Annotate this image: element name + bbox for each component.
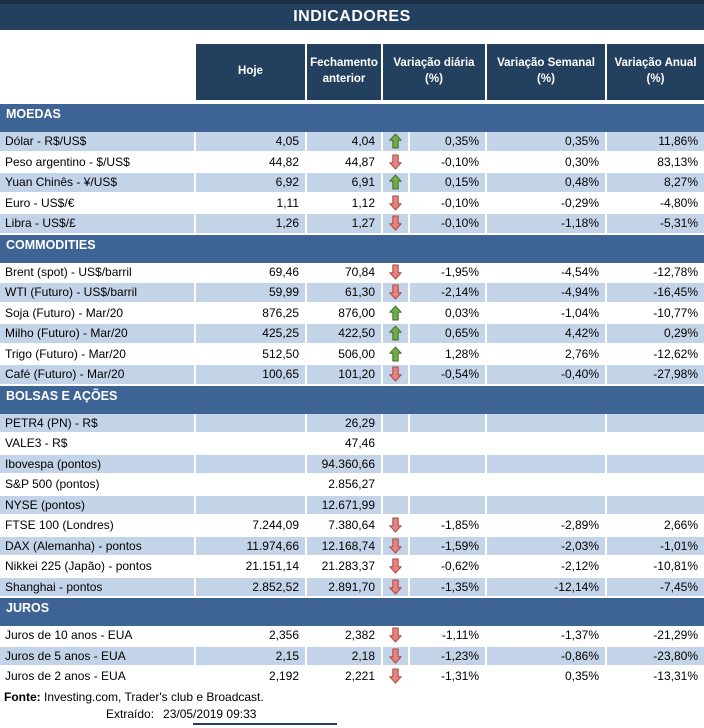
down-arrow-icon: [383, 365, 410, 384]
fonte-label: Fonte:: [4, 689, 41, 704]
cell-hoje: 6,92: [196, 173, 307, 194]
fonte-text: Investing.com, Trader's club e Broadcast.: [40, 689, 264, 704]
cell-variacao-diaria: [383, 578, 487, 599]
indicator-label: Café (Futuro) - Mar/20: [0, 365, 196, 386]
cell-variacao-anual: [607, 475, 704, 496]
cell-variacao-semanal: -2,12%: [487, 557, 607, 578]
cell-variacao-diaria: [383, 475, 487, 496]
indicator-label: PETR4 (PN) - R$: [0, 414, 196, 435]
table-row: [0, 194, 704, 215]
cell-hoje: 2.852,52: [196, 578, 307, 599]
cell-variacao-diaria: [383, 434, 487, 455]
cell-fechamento-anterior: 44,87: [307, 153, 383, 174]
cell-variacao-semanal: -1,37%: [487, 626, 607, 647]
variacao-diaria-value: -1,31%: [440, 669, 479, 683]
cell-variacao-diaria: [383, 153, 487, 174]
variacao-diaria-value: -1,35%: [440, 579, 479, 594]
cell-variacao-diaria: [383, 194, 487, 215]
cell-hoje: [196, 475, 307, 496]
variacao-diaria-value: -1,23%: [440, 648, 479, 663]
table-row: [0, 475, 704, 496]
variacao-diaria-value: -2,14%: [440, 285, 479, 299]
arrow-placeholder: [383, 434, 410, 453]
column-header-fechamento-anterior: Fechamento anterior: [307, 44, 383, 100]
indicator-label: Shanghai - pontos: [0, 578, 196, 599]
cell-variacao-diaria: [383, 455, 487, 476]
cell-hoje: 425,25: [196, 324, 307, 345]
down-arrow-icon: [383, 194, 410, 213]
cell-variacao-semanal: -0,40%: [487, 365, 607, 386]
indicator-label: S&P 500 (pontos): [0, 475, 196, 496]
variacao-diaria-value: -0,62%: [440, 559, 479, 573]
cell-variacao-diaria: [383, 214, 487, 235]
cell-variacao-anual: -10,81%: [607, 557, 704, 578]
variacao-diaria-value: 1,28%: [444, 346, 479, 361]
cell-variacao-semanal: -1,04%: [487, 304, 607, 325]
cell-variacao-diaria: [383, 173, 487, 194]
cell-fechamento-anterior: 6,91: [307, 173, 383, 194]
cell-variacao-semanal: -0,86%: [487, 647, 607, 668]
cell-variacao-anual: -1,01%: [607, 537, 704, 558]
cell-variacao-diaria: [383, 667, 487, 688]
cell-fechamento-anterior: 1,27: [307, 214, 383, 235]
cell-fechamento-anterior: 26,29: [307, 414, 383, 435]
down-arrow-icon: [383, 153, 410, 172]
table-row: [0, 537, 704, 558]
cell-fechamento-anterior: 2.891,70: [307, 578, 383, 599]
table-row: [0, 626, 704, 647]
indicator-label: Libra - US$/£: [0, 214, 196, 235]
table-row: [0, 132, 704, 153]
cell-variacao-anual: -16,45%: [607, 283, 704, 304]
cell-variacao-anual: -27,98%: [607, 365, 704, 386]
cell-variacao-diaria: [383, 557, 487, 578]
down-arrow-icon: [383, 578, 410, 597]
cell-variacao-semanal: [487, 455, 607, 476]
table-row: [0, 263, 704, 284]
cell-variacao-semanal: 4,42%: [487, 324, 607, 345]
section-header-bolsas-e-acoes: BOLSAS E AÇÕES: [0, 386, 704, 414]
up-arrow-icon: [383, 132, 410, 151]
cell-fechamento-anterior: 94.360,66: [307, 455, 383, 476]
variacao-diaria-value: [410, 414, 485, 433]
up-arrow-icon: [383, 345, 410, 364]
cell-hoje: [196, 414, 307, 435]
cell-variacao-anual: -5,31%: [607, 214, 704, 235]
cell-hoje: 512,50: [196, 345, 307, 366]
variacao-diaria-value: -0,10%: [440, 195, 479, 210]
table-row: [0, 324, 704, 345]
table-row: [0, 304, 704, 325]
cell-fechamento-anterior: 12.671,99: [307, 496, 383, 517]
variacao-diaria-value: [410, 455, 485, 474]
cell-fechamento-anterior: 2,382: [307, 626, 383, 647]
variacao-diaria-value: -1,59%: [440, 538, 479, 553]
cell-variacao-semanal: -4,94%: [487, 283, 607, 304]
page-title: INDICADORES: [0, 0, 704, 30]
cell-variacao-anual: [607, 496, 704, 517]
variacao-diaria-value: -1,85%: [440, 518, 479, 532]
cell-hoje: 2,15: [196, 647, 307, 668]
variacao-diaria-value: 0,35%: [444, 134, 479, 148]
source-note: [0, 689, 704, 723]
down-arrow-icon: [383, 667, 410, 686]
down-arrow-icon: [383, 647, 410, 666]
cell-variacao-anual: -21,29%: [607, 626, 704, 647]
indicator-label: Peso argentino - $/US$: [0, 153, 196, 174]
cell-variacao-semanal: -0,29%: [487, 194, 607, 215]
cell-hoje: 876,25: [196, 304, 307, 325]
down-arrow-icon: [383, 283, 410, 302]
cell-variacao-diaria: [383, 324, 487, 345]
cell-fechamento-anterior: 506,00: [307, 345, 383, 366]
up-arrow-icon: [383, 304, 410, 323]
bottom-cell-border: [193, 723, 337, 725]
table-row: [0, 434, 704, 455]
table-row: [0, 173, 704, 194]
cell-hoje: 2,356: [196, 626, 307, 647]
cell-variacao-anual: -12,62%: [607, 345, 704, 366]
cell-fechamento-anterior: 422,50: [307, 324, 383, 345]
table-row: [0, 414, 704, 435]
table-row: [0, 455, 704, 476]
cell-variacao-semanal: [487, 414, 607, 435]
cell-variacao-diaria: [383, 647, 487, 668]
cell-hoje: 11.974,66: [196, 537, 307, 558]
indicator-label: Euro - US$/€: [0, 194, 196, 215]
up-arrow-icon: [383, 324, 410, 343]
header-corner: [0, 44, 196, 100]
cell-variacao-anual: 8,27%: [607, 173, 704, 194]
cell-fechamento-anterior: 61,30: [307, 283, 383, 304]
indicator-label: Nikkei 225 (Japão) - pontos: [0, 557, 196, 578]
cell-variacao-semanal: -4,54%: [487, 263, 607, 284]
column-header-variacao-anual: Variação Anual (%): [607, 44, 704, 100]
cell-fechamento-anterior: 12.168,74: [307, 537, 383, 558]
column-header-hoje: Hoje: [196, 44, 307, 100]
cell-hoje: 1,11: [196, 194, 307, 215]
extraido-label: Extraído:: [106, 706, 155, 721]
cell-variacao-semanal: -1,18%: [487, 214, 607, 235]
column-header-variacao-semanal: Variação Semanal (%): [487, 44, 607, 100]
cell-hoje: 69,46: [196, 263, 307, 284]
indicator-label: Juros de 10 anos - EUA: [0, 626, 196, 647]
cell-variacao-diaria: [383, 132, 487, 153]
arrow-placeholder: [383, 496, 410, 515]
cell-hoje: 4,05: [196, 132, 307, 153]
table-row: [0, 667, 704, 688]
variacao-diaria-value: 0,15%: [444, 175, 479, 189]
cell-variacao-anual: 0,29%: [607, 324, 704, 345]
cell-variacao-semanal: 0,35%: [487, 132, 607, 153]
cell-variacao-diaria: [383, 414, 487, 435]
cell-variacao-diaria: [383, 304, 487, 325]
cell-fechamento-anterior: 101,20: [307, 365, 383, 386]
variacao-diaria-value: -1,11%: [441, 628, 479, 642]
indicator-label: Milho (Futuro) - Mar/20: [0, 324, 196, 345]
cell-variacao-diaria: [383, 537, 487, 558]
variacao-diaria-value: -1,95%: [440, 264, 479, 279]
indicator-label: Yuan Chinês - ¥/US$: [0, 173, 196, 194]
cell-fechamento-anterior: 876,00: [307, 304, 383, 325]
cell-variacao-diaria: [383, 365, 487, 386]
cell-variacao-anual: -23,80%: [607, 647, 704, 668]
variacao-diaria-value: [410, 496, 485, 515]
down-arrow-icon: [383, 557, 410, 576]
variacao-diaria-value: -0,54%: [440, 367, 479, 381]
cell-variacao-semanal: [487, 434, 607, 455]
table-row: [0, 345, 704, 366]
cell-variacao-semanal: 0,35%: [487, 667, 607, 688]
cell-variacao-diaria: [383, 626, 487, 647]
indicator-label: Soja (Futuro) - Mar/20: [0, 304, 196, 325]
table-row: [0, 283, 704, 304]
cell-hoje: 44,82: [196, 153, 307, 174]
cell-hoje: 21.151,14: [196, 557, 307, 578]
indicator-label: Ibovespa (pontos): [0, 455, 196, 476]
cell-hoje: [196, 496, 307, 517]
indicator-label: VALE3 - R$: [0, 434, 196, 455]
cell-variacao-anual: 83,13%: [607, 153, 704, 174]
cell-variacao-anual: [607, 414, 704, 435]
table-row: [0, 647, 704, 668]
arrow-placeholder: [383, 455, 410, 474]
cell-fechamento-anterior: 2.856,27: [307, 475, 383, 496]
table-row: [0, 365, 704, 386]
cell-variacao-diaria: [383, 496, 487, 517]
indicator-label: Dólar - R$/US$: [0, 132, 196, 153]
indicator-label: WTI (Futuro) - US$/barril: [0, 283, 196, 304]
cell-fechamento-anterior: 47,46: [307, 434, 383, 455]
cell-variacao-semanal: 0,48%: [487, 173, 607, 194]
indicator-label: FTSE 100 (Londres): [0, 516, 196, 537]
down-arrow-icon: [383, 537, 410, 556]
cell-variacao-diaria: [383, 263, 487, 284]
indicator-label: Juros de 5 anos - EUA: [0, 647, 196, 668]
cell-hoje: [196, 434, 307, 455]
cell-variacao-anual: -10,77%: [607, 304, 704, 325]
variacao-diaria-value: [410, 434, 485, 453]
arrow-placeholder: [383, 414, 410, 433]
cell-hoje: [196, 455, 307, 476]
cell-variacao-semanal: -2,89%: [487, 516, 607, 537]
fonte-line: [0, 689, 704, 706]
table-row: [0, 578, 704, 599]
column-header-variacao-diaria: Variação diária (%): [383, 44, 487, 100]
cell-variacao-semanal: -2,03%: [487, 537, 607, 558]
down-arrow-icon: [383, 214, 410, 233]
cell-variacao-semanal: [487, 496, 607, 517]
cell-fechamento-anterior: 1,12: [307, 194, 383, 215]
table-row: [0, 214, 704, 235]
indicator-label: DAX (Alemanha) - pontos: [0, 537, 196, 558]
table-body: [0, 104, 704, 688]
cell-variacao-semanal: [487, 475, 607, 496]
cell-variacao-diaria: [383, 345, 487, 366]
table-row: [0, 557, 704, 578]
cell-hoje: 2,192: [196, 667, 307, 688]
cell-variacao-semanal: 0,30%: [487, 153, 607, 174]
variacao-diaria-value: 0,03%: [444, 305, 479, 320]
variacao-diaria-value: 0,65%: [444, 326, 479, 340]
cell-variacao-semanal: -12,14%: [487, 578, 607, 599]
extraido-timestamp: 23/05/2019 09:33: [163, 706, 257, 721]
cell-fechamento-anterior: 2,18: [307, 647, 383, 668]
table-row: [0, 516, 704, 537]
cell-variacao-diaria: [383, 283, 487, 304]
cell-hoje: 59,99: [196, 283, 307, 304]
cell-fechamento-anterior: 7.380,64: [307, 516, 383, 537]
up-arrow-icon: [383, 173, 410, 192]
cell-variacao-anual: -7,45%: [607, 578, 704, 599]
section-header-juros: JUROS: [0, 598, 704, 626]
cell-fechamento-anterior: 70,84: [307, 263, 383, 284]
cell-variacao-anual: [607, 434, 704, 455]
cell-variacao-anual: 2,66%: [607, 516, 704, 537]
cell-hoje: 100,65: [196, 365, 307, 386]
table-header-row: [0, 44, 704, 100]
cell-hoje: 7.244,09: [196, 516, 307, 537]
variacao-diaria-value: -0,10%: [440, 216, 479, 230]
section-header-commodities: COMMODITIES: [0, 235, 704, 263]
down-arrow-icon: [383, 263, 410, 282]
indicator-label: Trigo (Futuro) - Mar/20: [0, 345, 196, 366]
cell-variacao-semanal: 2,76%: [487, 345, 607, 366]
indicator-label: NYSE (pontos): [0, 496, 196, 517]
down-arrow-icon: [383, 626, 410, 645]
arrow-placeholder: [383, 475, 410, 494]
cell-fechamento-anterior: 2,221: [307, 667, 383, 688]
cell-hoje: 1,26: [196, 214, 307, 235]
cell-fechamento-anterior: 21.283,37: [307, 557, 383, 578]
extraido-line: [0, 706, 704, 723]
cell-variacao-anual: 11,86%: [607, 132, 704, 153]
cell-fechamento-anterior: 4,04: [307, 132, 383, 153]
table-row: [0, 153, 704, 174]
cell-variacao-anual: [607, 455, 704, 476]
table-row: [0, 496, 704, 517]
variacao-diaria-value: [410, 475, 485, 494]
down-arrow-icon: [383, 516, 410, 535]
variacao-diaria-value: -0,10%: [440, 154, 479, 169]
cell-variacao-diaria: [383, 516, 487, 537]
indicator-label: Brent (spot) - US$/barril: [0, 263, 196, 284]
cell-variacao-anual: -4,80%: [607, 194, 704, 215]
indicator-label: Juros de 2 anos - EUA: [0, 667, 196, 688]
section-header-moedas: MOEDAS: [0, 104, 704, 132]
cell-variacao-anual: -12,78%: [607, 263, 704, 284]
cell-variacao-anual: -13,31%: [607, 667, 704, 688]
